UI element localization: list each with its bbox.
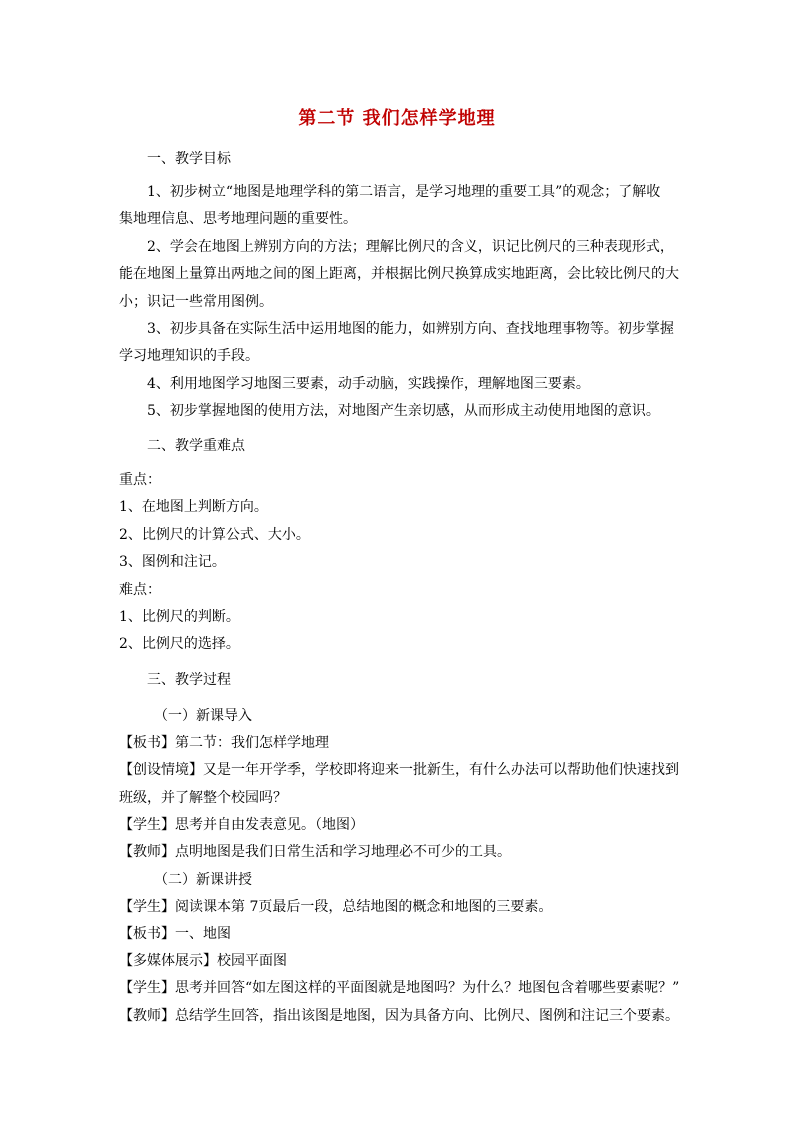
paragraph-line: 【多媒体展示】校园平面图	[119, 953, 287, 969]
paragraph-line: 3、初步具备在实际生活中运用地图的能力，如辨别方向、查找地理事物等。初步掌握	[147, 321, 674, 337]
paragraph-line: 2、学会在地图上辨别方向的方法；理解比例尺的含义，识记比例尺的三种表现形式，	[147, 239, 674, 255]
paragraph-line: 【学生】阅读课本第 7页最后一段，总结地图的概念和地图的三要素。	[119, 899, 553, 915]
paragraph-line: 学习地理知识的手段。	[119, 348, 259, 364]
paragraph-line: 能在地图上量算出两地之间的图上距离，并根据比例尺换算成实地距离，会比较比例尺的大	[119, 266, 679, 282]
page-title: 第二节 我们怎样学地理	[298, 108, 496, 129]
paragraph-line: 3、图例和注记。	[119, 554, 226, 570]
paragraph-line: 集地理信息、思考地理问题的重要性。	[119, 211, 357, 227]
paragraph-line: 【板书】一、地图	[119, 926, 231, 942]
paragraph-line: 难点：	[119, 582, 161, 598]
paragraph-line: 1、初步树立“地图是地理学科的第二语言，是学习地理的重要工具”的观念；了解收	[147, 184, 661, 200]
paragraph-line: 【板书】第二节：我们怎样学地理	[119, 735, 329, 751]
subsection-heading: （二）新课讲授	[154, 872, 252, 888]
paragraph-line: 【教师】点明地图是我们日常生活和学习地理必不可少的工具。	[119, 844, 511, 860]
paragraph-line: 【创设情境】又是一年开学季，学校即将迎来一批新生，有什么办法可以帮助他们快速找到	[119, 762, 679, 778]
paragraph-line: 【学生】思考并回答“如左图这样的平面图就是地图吗？为什么？地图包含着哪些要素呢？”	[119, 980, 680, 996]
paragraph-line: 【教师】总结学生回答，指出该图是地图，因为具备方向、比例尺、图例和注记三个要素。	[119, 1008, 679, 1024]
paragraph-line: 4、利用地图学习地图三要素，动手动脑，实践操作，理解地图三要素。	[147, 376, 590, 392]
paragraph-line: 【学生】思考并自由发表意见。（地图）	[119, 817, 364, 833]
paragraph-line: 2、比例尺的选择。	[119, 636, 240, 652]
section-heading: 三、教学过程	[147, 672, 231, 688]
paragraph-line: 班级，并了解整个校园吗？	[119, 790, 287, 806]
paragraph-line: 小；识记一些常用图例。	[119, 294, 273, 310]
paragraph-line: 1、在地图上判断方向。	[119, 499, 268, 515]
paragraph-line: 2、比例尺的计算公式、大小。	[119, 527, 310, 543]
paragraph-line: 重点：	[119, 472, 161, 488]
subsection-heading: （一）新课导入	[154, 708, 252, 724]
section-heading: 一、教学目标	[147, 151, 231, 167]
paragraph-line: 1、比例尺的判断。	[119, 609, 240, 625]
paragraph-line: 5、初步掌握地图的使用方法，对地图产生亲切感，从而形成主动使用地图的意识。	[147, 403, 660, 419]
section-heading: 二、教学重难点	[147, 438, 245, 454]
